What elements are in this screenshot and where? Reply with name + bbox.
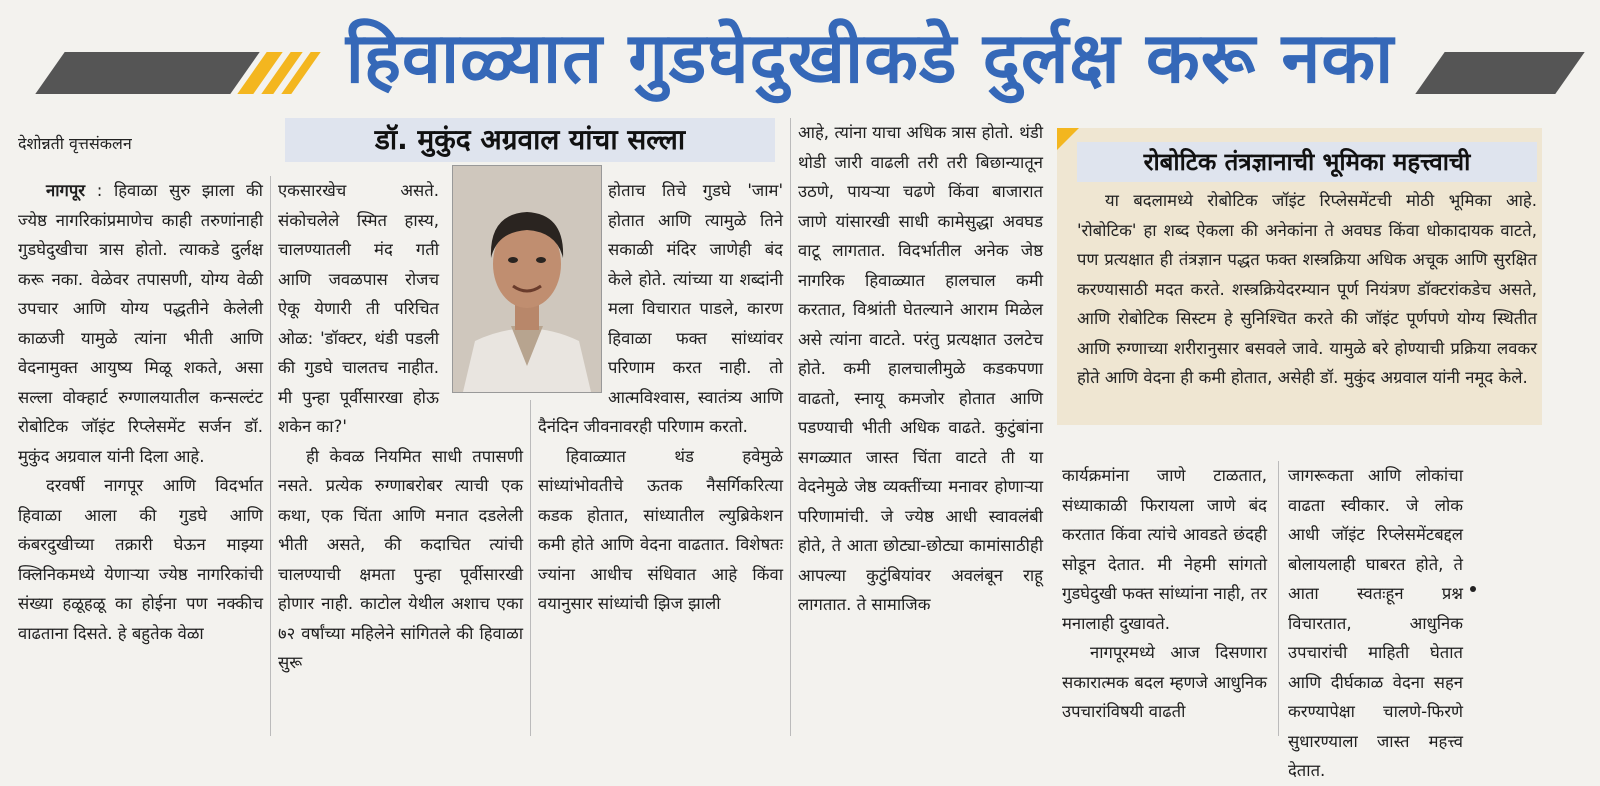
sidebar-text: या बदलामध्ये रोबोटिक जॉइंट रिप्लेसमेंटची मोठी भूमिका आहे. 'रोबोटिक' हा शब्द ऐकला की अनेकांना ते अवघड किंवा धोकादायक वाटते, पण प्रत्यक्षात ही तंत्रज्ञान पद्धत फक्त शस्त्रक्रिया अधिक अचूक आणि सुरक्षित करण्यासाठी मदत करते. शस्त्रक्रियेदरम्यान पूर्ण नियंत्रण डॉक्टरांकडेच असते, आणि रोबोटिक सिस्टम हे सुनिश्चित करते की जॉइंट पूर्णपणे योग्य स्थितीत आणि रुग्णाच्या शरीरानुसार बसवले जावे. यामुळे बरे होण्याची प्रक्रिया लवकर होते आणि वेदना ही कमी होतात, असेही डॉ. मुकुंद अग्रवाल यांनी नमूद केले. [1077, 191, 1537, 387]
article-column-2-full [278, 176, 523, 736]
sidebar-title: रोबोटिक तंत्रज्ञानाची भूमिका महत्त्वाची [1077, 142, 1537, 182]
article-column-5 [1062, 461, 1267, 741]
article-column-3 [538, 176, 783, 736]
column-rule [1278, 461, 1279, 736]
photo-wrap-spacer [439, 176, 523, 396]
article-column-6 [1288, 461, 1463, 780]
column-rule [530, 400, 531, 736]
corner-accent [1057, 128, 1079, 150]
headline-stripes-right [1420, 52, 1590, 94]
sidebar-box [1057, 128, 1542, 425]
column-rule [790, 118, 791, 736]
headline-stripes-left [30, 52, 320, 94]
dateline: नागपूर [46, 181, 86, 200]
article-column-1 [18, 176, 263, 736]
col5-paragraph-2: नागपूरमध्ये आज दिसणारा सकारात्मक बदल म्हणजे आधुनिक उपचारांविषयी वाढती [1062, 643, 1267, 721]
col2-paragraph-2: ही केवळ नियमित साधी तपासणी नसते. प्रत्येक रुग्णाबरोबर त्याची एक कथा, एक चिंता आणि मनात दडलेली भीती असते, की कदाचित त्यांची चालण्याची क्षमता पुन्हा पूर्वीसारखी होणार नाही. काटोल येथील अशाच एका ७२ वर्षांच्या महिलेने सांगितले की हिवाळा सुरू [278, 446, 523, 672]
col1-paragraph-2: दरवर्षी नागपूर आणि विदर्भात हिवाळा आला की गुडघे आणि कंबरदुखीच्या तक्रारी घेऊन माझ्या क्लिनिकमध्ये येणाऱ्या ज्येष्ठ नागरिकांची संख्या हळूहळू का होईना पण नक्कीच वाढताना दिसते. हे बहुतेक वेळा [18, 476, 263, 643]
column-rule [270, 176, 271, 736]
headline: हिवाळ्यात गुडघेदुखीकडे दुर्लक्ष करू नका [345, 17, 1395, 99]
byline: देशोन्नती वृत्तसंकलन [18, 134, 132, 153]
subheading: डॉ. मुकुंद अग्रवाल यांचा सल्ला [285, 118, 775, 162]
photo-wrap-spacer-left [538, 176, 608, 386]
col2-paragraph-1: एकसारखेच असते. संकोचलेले स्मित हास्य, चालण्यातली मंद गती आणि जवळपास रोजच ऐकू येणारी ती परिचित ओळ: 'डॉक्टर, थंडी पडली की गुडघे चालतच नाहीत. मी पुन्हा पूर्वीसारखा होऊ शकेन का?' [278, 181, 439, 436]
article-column-4 [798, 118, 1043, 738]
col4-paragraph-1: आहे, त्यांना याचा अधिक त्रास होतो. थंडी थोडी जारी वाढली तरी तरी बिछान्यातून उठणे, पायऱ्या चढणे किंवा बाजारात जाणे यांसारखी साधी कामेसुद्धा अवघड वाटू लागतात. विदर्भातील अनेक जेष्ठ नागरिक हिवाळ्यात हालचाल कमी करतात, विश्रांती घेतल्याने आराम मिळेल असे त्यांना वाटते. परंतु प्रत्यक्षात उलटेच होते. कमी हालचालीमुळे कडकपणा वाढतो, स्नायू कमजोर होतात आणि पडण्याची भीती अधिक वाढते. कुटुंबांना सगळ्यात जास्त चिंता वाटते ती या वेदनेमुळे जेष्ठ व्यक्तींच्या मनावर होणाऱ्या परिणामांची. जे ज्येष्ठ आधी स्वावलंबी होते, ते आता छोट्या-छोट्या कामांसाठीही आपल्या कुटुंबियांवर अवलंबून राहू लागतात. ते सामाजिक [798, 123, 1043, 614]
col3-paragraph-2: हिवाळ्यात थंड हवेमुळे सांध्यांभोवतीचे ऊतक नैसर्गिकरित्या कडक होतात, सांध्यातील ल्युब्रिकेशन कमी होते आणि वेदना वाढतात. विशेषतः ज्यांना आधीच संधिवात आहे किंवा वयानुसार सांध्यांची झिज झाली [538, 446, 783, 613]
col3-paragraph-1: होताच तिचे गुडघे 'जाम' होतात आणि त्यामुळे तिने सकाळी मंदिर जाणेही बंद केले होते. त्यांच्या या शब्दांनी मला विचारात पाडले, कारण हिवाळा फक्त सांध्यांवर परिणाम करत नाही. तो आत्मविश्वास, स्वातंत्र्य आणि दैनंदिन जीवनावरही परिणाम करतो. [538, 181, 783, 436]
col6-paragraph-1: जागरूकता आणि लोकांचा वाढता स्वीकार. जे लोक आधी जॉइंट रिप्लेसमेंटबद्दल बोलायलाही घाबरत होते, ते आता स्वतःहून प्रश्न विचारतात, आधुनिक उपचारांची माहिती घेतात आणि दीर्घकाळ वेदना सहन करण्यापेक्षा चालणे-फिरणे सुधारण्याला जास्त महत्त्व देतात. [1288, 466, 1463, 780]
bullet-dot [1470, 586, 1476, 592]
col5-paragraph-1: कार्यक्रमांना जाणे टाळतात, संध्याकाळी फिरायला जाणे बंद करतात किंवा त्यांचे आवडते छंदही सोडून देतात. मी नेहमी सांगतो गुडघेदुखी फक्त सांध्यांना नाही, तर मनालाही दुखावते. [1062, 466, 1267, 633]
col1-paragraph-1: : हिवाळा सुरु झाला की ज्येष्ठ नागरिकांप्रमाणेच काही तरुणांनाही गुडघेदुखीचा त्रास होतो. त्याकडे दुर्लक्ष करू नका. वेळेवर तपासणी, योग्य वेळी उपचार आणि योग्य पद्धतीने केलेली काळजी यामुळे त्यांना भीती आणि वेदनामुक्त आयुष्य मिळू शकते, असा सल्ला वोक्हार्ट रुग्णालयातील कन्सल्टंट रोबोटिक जॉइंट रिप्लेसमेंट सर्जन डॉ. मुकुंद अग्रवाल यांनी दिला आहे. [18, 181, 263, 466]
